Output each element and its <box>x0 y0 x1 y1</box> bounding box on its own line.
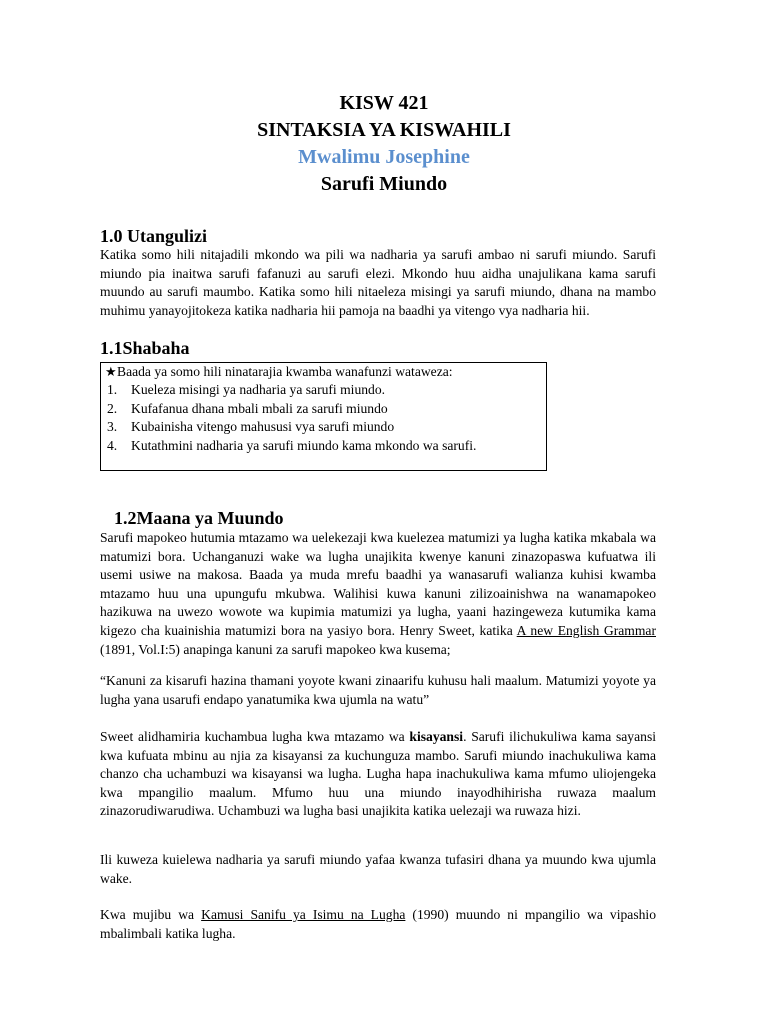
list-item: 3. Kubainisha vitengo mahususi vya sarufi miundo <box>107 419 395 434</box>
objectives-intro: ★Baada ya somo hili ninatarajia kwamba wanafunzi wataweza: <box>105 363 453 382</box>
course-title: SINTAKSIA YA KISWAHILI <box>257 119 511 141</box>
dictionary-title: Kamusi Sanifu ya Isimu na Lugha <box>201 907 406 922</box>
emphasis-term: kisayansi <box>409 729 464 744</box>
objectives-heading: 1.1Shabaha <box>100 338 190 358</box>
course-code: KISW 421 <box>339 92 429 114</box>
meaning-paragraph-1: Sarufi mapokeo hutumia mtazamo wa uelekezaji kwa kuelezea matumizi ya lugha katika mkabala wa matumizi bora. Uchanganuzi wake wa lugha unajikita kwenye kanuni zinazopaswa kufuatwa ili usemi usiwe na makosa. Baada ya muda mrefu baadhi ya wanasarufi walianza kuhisi kwamba mtazamo huu una upungufu mkubwa. Walihisi kuwa kanuni zilizoainishwa na wanamapokeo hazikuwa na uwezo wowote wa kupimia matumizi ya lugha, yaani hazingeweza kutumika kama kigezo cha kuainishia matumizi bora na yasiyo bora. Henry Sweet, katika A new English Grammar (1891, Vol.I:5) anapinga kanuni za sarufi mapokeo kwa kusema; <box>100 530 656 657</box>
list-item: 1. Kueleza misingi ya nadharia ya sarufi miundo. <box>107 382 386 397</box>
objectives-box <box>100 362 547 471</box>
meaning-paragraph-4: Kwa mujibu wa Kamusi Sanifu ya Isimu na Lugha (1990) muundo ni mpangilio wa vipashio mbalimbali katika lugha. <box>100 907 656 941</box>
meaning-paragraph-2: Sweet alidhamiria kuchambua lugha kwa mtazamo wa kisayansi. Sarufi ilichukuliwa kama sayansi kwa kufuata mbinu au njia za kisayansi za kuchunguza mambo. Sarufi miundo inachukuliwa kama chanzo cha uchambuzi wa kisayansi wa lugha. Lugha hapa inachukuliwa kama mfumo uliojengeka kwa mpangilio maalum. Mfumo huu una miundo inayodhihirisha ruwaza maalum zinazorudiwarudiwa. Uchambuzi wa lugha basi unajikita katika uelezaji wa ruwaza hizi. <box>100 729 657 819</box>
objectives-list <box>101 381 476 455</box>
lecturer-name: Mwalimu Josephine <box>298 146 470 168</box>
list-item: 4. Kutathmini nadharia ya sarufi miundo kama mkondo wa sarufi. <box>107 437 477 453</box>
star-icon: ★ <box>105 364 117 379</box>
intro-paragraph: Katika somo hili nitajadili mkondo wa pili wa nadharia ya sarufi ambao ni sarufi miundo. Sarufi miundo pia inaitwa sarufi fafanuzi au sarufi elezi. Mkondo huu aidha unajulikana kama sarufi muundo au sarufi maumbo. Katika somo hili nitaeleza misingi ya sarufi miundo, dhana na mambo muhimu yanayojitokeza katika nadharia hii pamoja na baadhi ya vitengo vya nadharia hii. <box>100 247 656 318</box>
intro-heading: 1.0 Utangulizi <box>100 226 208 246</box>
meaning-heading: 1.2Maana ya Muundo <box>114 508 284 528</box>
list-item: 2. Kufafanua dhana mbali mbali za sarufi miundo <box>107 400 388 416</box>
book-title: A new English Grammar <box>516 622 656 638</box>
topic-title: Sarufi Miundo <box>320 173 448 195</box>
meaning-paragraph-3: Ili kuweza kuielewa nadharia ya sarufi miundo yafaa kwanza tufasiri dhana ya muundo kwa ujumla wake. <box>100 852 656 886</box>
sweet-quote: “Kanuni za kisarufi hazina thamani yoyote kwani zinaarifu kuhusu hali maalum. Matumizi yoyote ya lugha yana usarufi endapo yanatumika kwa ujumla na watu” <box>100 673 656 707</box>
